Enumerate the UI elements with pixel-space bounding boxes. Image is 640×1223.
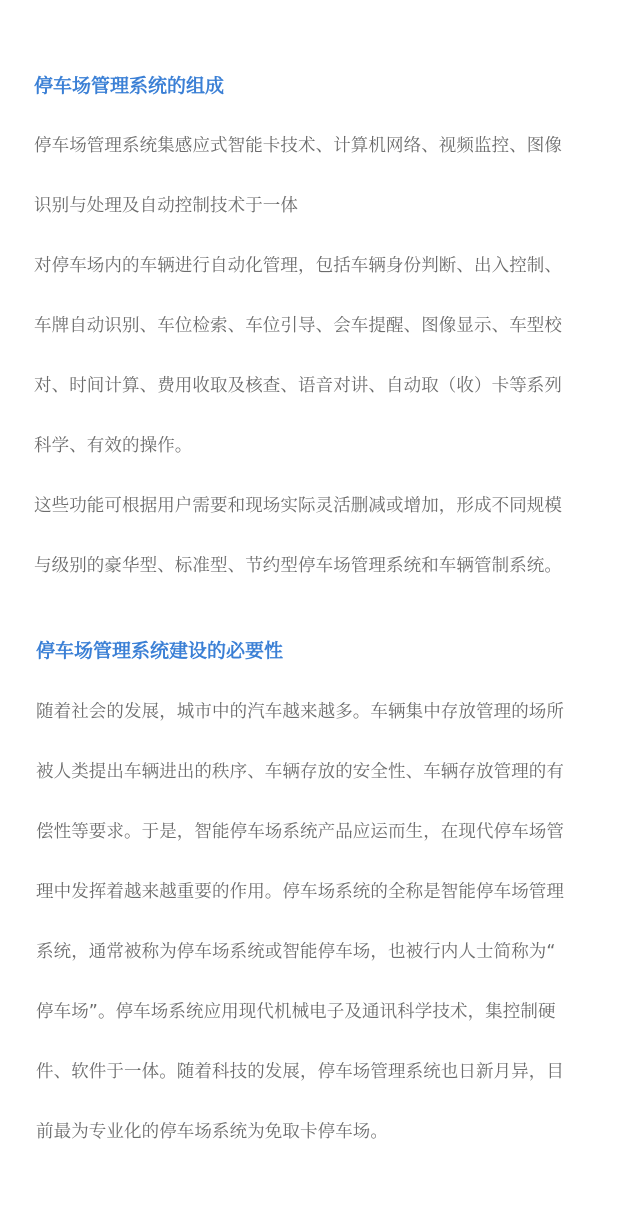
text-line: 停车场”。停车场系统应用现代机械电子及通讯科学技术，集控制硬 bbox=[36, 1002, 556, 1022]
text-line: 被人类提出车辆进出的秩序、车辆存放的安全性、车辆存放管理的有 bbox=[36, 762, 564, 782]
text-line: 前最为专业化的停车场系统为免取卡停车场。 bbox=[36, 1122, 388, 1142]
text-line: 随着社会的发展，城市中的汽车越来越多。车辆集中存放管理的场所 bbox=[36, 702, 564, 722]
text-line: 理中发挥着越来越重要的作用。停车场系统的全称是智能停车场管理 bbox=[36, 882, 564, 902]
text-line: 识别与处理及自动控制技术于一体 bbox=[34, 196, 298, 216]
text-line: 系统，通常被称为停车场系统或智能停车场，也被行内人士简称为“ bbox=[36, 942, 556, 962]
section-title-necessity: 停车场管理系统建设的必要性 bbox=[36, 640, 284, 662]
text-line: 件、软件于一体。随着科技的发展，停车场管理系统也日新月异，目 bbox=[36, 1062, 564, 1082]
text-line: 车牌自动识别、车位检索、车位引导、会车提醒、图像显示、车型校 bbox=[34, 316, 562, 336]
text-line: 对停车场内的车辆进行自动化管理，包括车辆身份判断、出入控制、 bbox=[34, 256, 562, 276]
text-line: 这些功能可根据用户需要和现场实际灵活删减或增加，形成不同规模 bbox=[34, 496, 562, 516]
text-line: 对、时间计算、费用收取及核查、语音对讲、自动取（收）卡等系列 bbox=[34, 376, 562, 396]
section-title-composition: 停车场管理系统的组成 bbox=[34, 75, 225, 97]
text-line: 偿性等要求。于是，智能停车场系统产品应运而生，在现代停车场管 bbox=[36, 822, 564, 842]
text-line: 与级别的豪华型、标准型、节约型停车场管理系统和车辆管制系统。 bbox=[34, 556, 562, 576]
text-line: 科学、有效的操作。 bbox=[34, 436, 193, 456]
text-line: 停车场管理系统集感应式智能卡技术、计算机网络、视频监控、图像 bbox=[34, 136, 562, 156]
